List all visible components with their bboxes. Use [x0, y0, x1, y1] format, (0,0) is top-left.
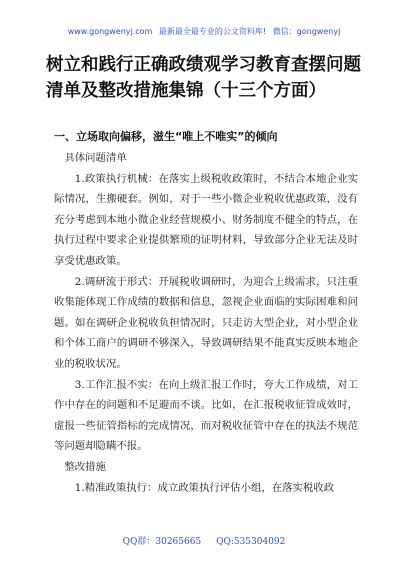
paragraph-policy-execution: 1.政策执行机械：在落实上级税收政策时，不结合本地企业实际情况，生搬硬套。例如，对于一些小微企业税收优惠政策，没有充分考虑到本地小微企业经营规模小、财务制度不健全的特点，在执行过程中要求企业提供繁琐的证明材料，导致部分企业无法及时享受优惠政策。 [54, 172, 358, 267]
document-body [54, 148, 358, 498]
paragraph-reporting: 3.工作汇报不实：在向上级汇报工作时，夸大工作成绩，对工作中存在的问题和不足避而不谈。比如，在汇报税收征管成效时，虚报一些征管指标的完成情况，而对税收征管中存在的执法不规范等问题却隐瞒不报。 [54, 378, 358, 453]
header-wechat: 微信：gongwenyj [272, 27, 341, 36]
footer-qq-group: QQ群：30265665 [122, 537, 202, 547]
paragraph-precise-policy: 1.精准政策执行：成立政策执行评估小组，在落实税收政 [74, 481, 335, 494]
title-line-1: 树立和践行正确政绩观学习教育查摆问题 [46, 55, 361, 75]
page-footer [0, 534, 408, 547]
header-site-link[interactable]: www.gongwenyj.com [67, 27, 153, 36]
paragraph-research: 2.调研流于形式：开展税收调研时，为迎合上级需求，只注重收集能体现工作成绩的数据和信息，忽视企业面临的实际困难和问题。如在调研企业税收负担情况时，只走访大型企业，对小型企业和个体工商户的调研不够深入，导致调研结果不能真实反映本地企业的税收状况。 [54, 275, 358, 370]
title-line-2: 清单及整改措施集锦（十三个方面） [46, 81, 326, 101]
header-slogan: 最新最全最专业的公文资料库! [158, 27, 267, 36]
document-title [46, 52, 376, 104]
page-header [0, 26, 408, 37]
section-heading: 一、立场取向偏移，滋生“唯上不唯实”的倾向 [54, 130, 278, 143]
subheading-rectification: 整改措施 [64, 460, 106, 473]
footer-qq: QQ:535304092 [216, 537, 286, 547]
subheading-problem-list: 具体问题清单 [64, 152, 127, 164]
